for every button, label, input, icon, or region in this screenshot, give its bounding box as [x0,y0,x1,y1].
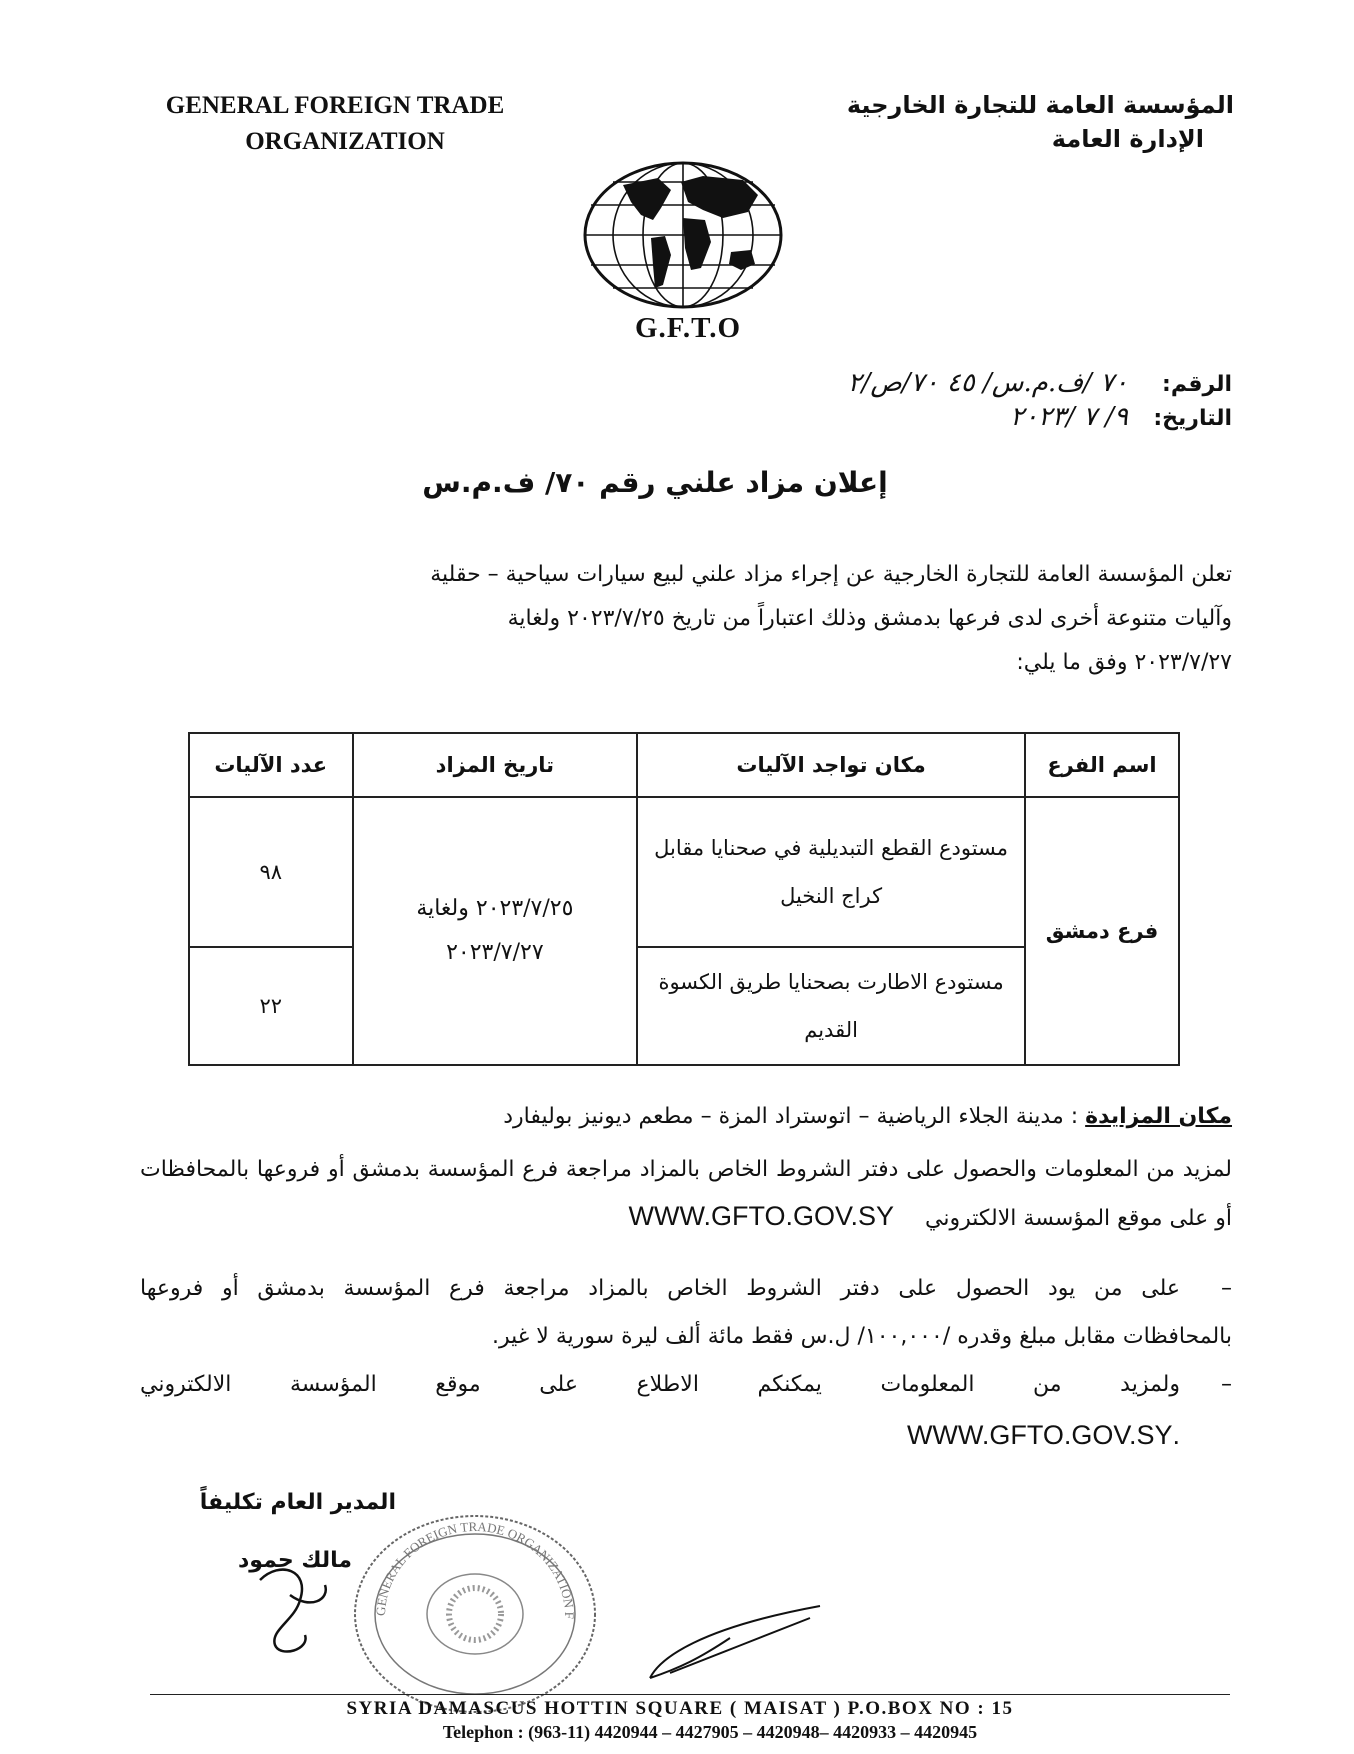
footer-rule [150,1694,1230,1695]
location-cell [637,797,1025,947]
stamp-seal-icon [345,1506,605,1716]
svg-text:GENERAL FOREIGN TRADE ORGANIZA [345,1506,577,1619]
arabic-org-line: المؤسسة العامة للتجارة الخارجية [846,91,1234,119]
location-line-2: القديم [804,1018,858,1042]
venue-label: مكان المزايدة [1085,1104,1232,1129]
venue-text: : مدينة الجلاء الرياضية – اتوستراد المزة – مطعم ديونيز بوليفارد [503,1104,1079,1129]
bullet-list [140,1268,1232,1459]
arabic-dept-line: الإدارة العامة [1051,125,1204,153]
stamp-text: GENERAL FOREIGN TRADE ORGANIZATION F [372,1518,578,1620]
info-block [140,1148,1232,1243]
bullet-dash: – [1221,1372,1232,1397]
date-line-1: ٢٠٢٣/٧/٢٥ ولغاية [416,896,574,921]
reference-number-label: الرقم: [1162,372,1232,397]
info-line-2: أو على موقع المؤسسة الالكتروني [925,1206,1232,1231]
announcement-title: إعلان مزاد علني رقم ٧٠/ ف.م.س [422,466,888,499]
english-org-line-2: ORGANIZATION [245,128,445,155]
reference-date-value: ٩/ ٧ /٢٠٢٣ [1010,402,1128,432]
english-org-line-1: GENERAL FOREIGN TRADE [165,92,505,119]
count-cell: ٢٢ [189,947,353,1065]
intro-line-1: تعلن المؤسسة العامة للتجارة الخارجية عن إجراء مزاد علني لبيع سيارات سياحية – حقلية [430,562,1232,587]
bullet-1-line-2: بالمحافظات مقابل مبلغ وقدره /١٠٠,٠٠٠/ ل.س فقط مائة ألف ليرة سورية لا غير. [492,1324,1232,1349]
info-line-1: لمزيد من المعلومات والحصول على دفتر الشروط الخاص بالمزاد مراجعة فرع المؤسسة بدمشق أو فروعها بالمحافظات [140,1157,1232,1182]
branch-cell: فرع دمشق [1025,797,1179,1065]
header-location: مكان تواجد الآليات [637,733,1025,797]
signatory-title: المدير العام تكليفاً [199,1490,396,1515]
official-stamp [345,1506,605,1716]
count-cell: ٩٨ [189,797,353,947]
auction-venue [232,1104,1232,1129]
location-line-2: كراج النخيل [780,884,883,908]
intro-line-2: وآليات متنوعة أخرى لدى فرعها بدمشق وذلك اعتباراً من تاريخ ٢٠٢٣/٧/٢٥ ولغاية [507,606,1232,631]
table-header-row [189,733,1179,797]
reference-number-value: ٧٠ /ف.م.س/ ٤٥ ٧٠/ص/٢ [847,368,1128,398]
location-cell [637,947,1025,1065]
reference-block [672,368,1232,436]
auction-table [188,732,1180,1066]
list-item [140,1268,1232,1310]
date-cell [353,797,638,1065]
signatory-name: مالك حمود [238,1548,352,1573]
location-line-1: مستودع الاطارت بصحنايا طريق الكسوة [658,970,1004,994]
gfto-logo [583,160,783,360]
reference-date-label: التاريخ: [1153,406,1232,431]
date-line-2: ٢٠٢٣/٧/٢٧ [446,940,544,965]
english-org-name [140,88,530,160]
header-count: عدد الآليات [189,733,353,797]
footer-address: SYRIA DAMASCUS HOTTIN SQUARE ( MAISAT ) P.O.BOX NO : 15 [346,1698,1014,1719]
list-item [140,1364,1232,1406]
arabic-org-name [834,88,1234,156]
intro-line-3: ٢٠٢٣/٧/٢٧ وفق ما يلي: [1016,650,1232,675]
bullet-2-line-1: ولمزيد من المعلومات يمكنكم الاطلاع على موقع المؤسسة الالكتروني [140,1372,1180,1397]
bullet-1-line-1: على من يود الحصول على دفتر الشروط الخاص بالمزاد مراجعة فرع المؤسسة بدمشق أو فروعها [140,1276,1180,1301]
footer-phones: Telephon : (963-11) 4420944 – 4427905 – 4420948– 4420933 – 4420945 [442,1722,978,1742]
initial-signature [640,1598,830,1688]
handwritten-signature [240,1540,360,1670]
globe-icon [583,160,783,310]
table-row [189,797,1179,947]
bullet-dash: – [1221,1276,1232,1301]
intro-paragraph [140,553,1232,685]
website-link-2[interactable]: .WWW.GFTO.GOV.SY [906,1420,1180,1450]
website-link[interactable]: WWW.GFTO.GOV.SY [628,1201,895,1231]
header-date: تاريخ المزاد [353,733,638,797]
location-line-1: مستودع القطع التبديلية في صحنايا مقابل [654,836,1009,860]
logo-text: G.F.T.O [635,312,742,344]
header-branch: اسم الفرع [1025,733,1179,797]
